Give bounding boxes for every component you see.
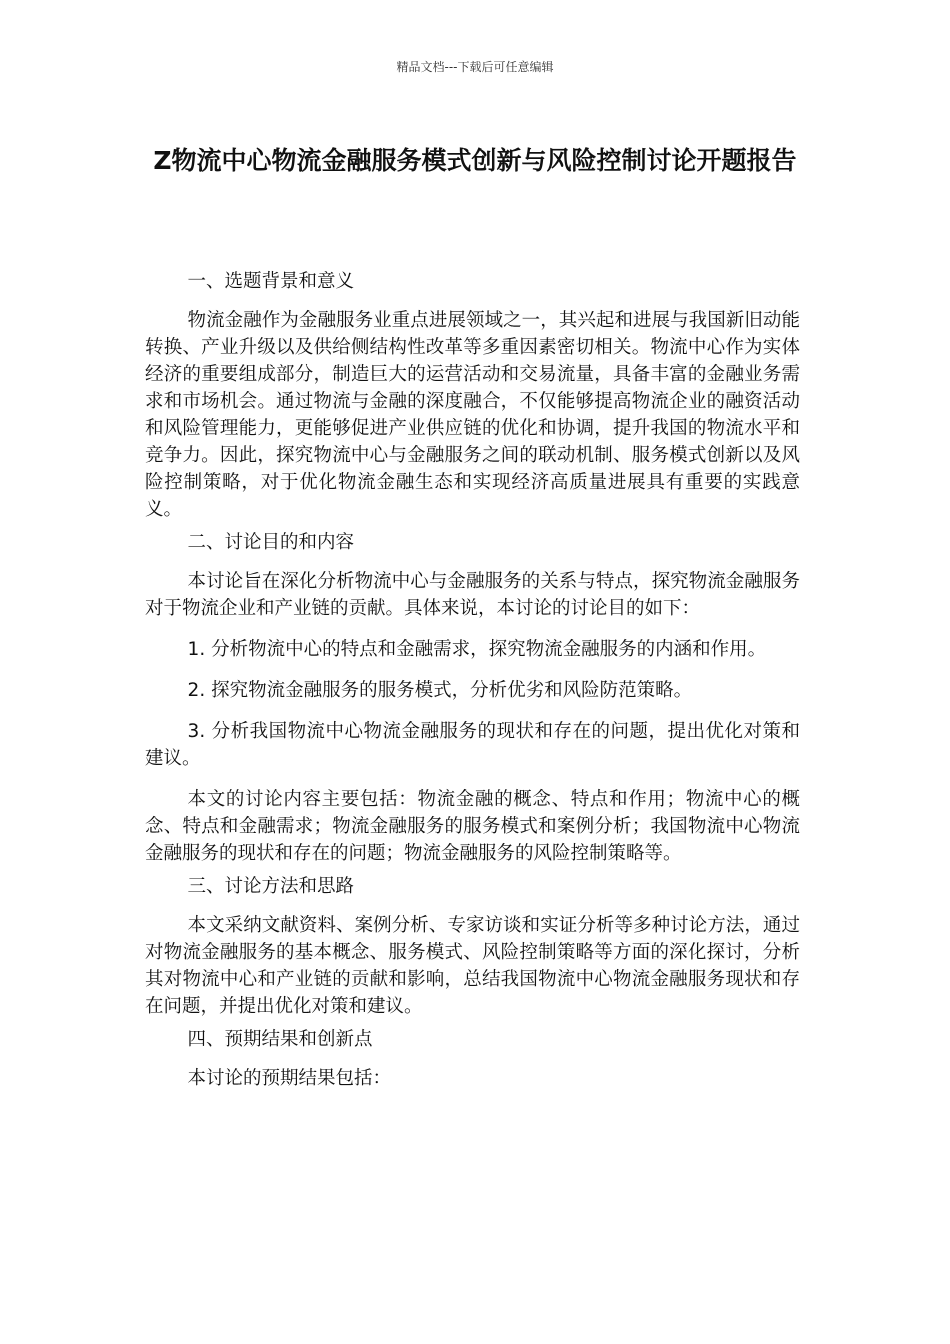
section-heading-objectives: 二、讨论目的和内容 <box>187 532 355 553</box>
document-body <box>145 268 800 1098</box>
paragraph-background: 物流金融作为金融服务业重点进展领域之一，其兴起和进展与我国新旧动能转换、产业升级以及供给侧结构性改革等多重因素密切相关。物流中心作为实体经济的重要组成部分，制造巨大的运营活动和交易流量，具备丰富的金融业务需求和市场机会。通过物流与金融的深度融合，不仅能够提高物流企业的融资活动和风险管理能力，更能够促进产业供应链的优化和协调，提升我国的物流水平和竞争力。因此，探究物流中心与金融服务之间的联动机制、服务模式创新以及风险控制策略，对于优化物流金融生态和实现经济高质量进展具有重要的实践意义。 <box>145 310 800 520</box>
paragraph-objectives-intro: 本讨论旨在深化分析物流中心与金融服务的关系与特点，探究物流金融服务对于物流企业和产业链的贡献。具体来说，本讨论的讨论目的如下： <box>145 571 800 619</box>
section-heading-methods: 三、讨论方法和思路 <box>187 876 355 897</box>
section-heading-background: 一、选题背景和意义 <box>187 271 355 292</box>
paragraph-methods: 本文采纳文献资料、案例分析、专家访谈和实证分析等多种讨论方法，通过对物流金融服务的基本概念、服务模式、风险控制策略等方面的深化探讨，分析其对物流中心和产业链的贡献和影响，总结我国物流中心物流金融服务现状和存在问题，并提出优化对策和建议。 <box>145 915 800 1017</box>
section-heading-expected-results: 四、预期结果和创新点 <box>187 1029 373 1050</box>
paragraph-expected-results: 本讨论的预期结果包括： <box>187 1068 392 1089</box>
header-note: 精品文档---下载后可任意编辑 <box>396 60 554 74</box>
list-item-objective-2: 2. 探究物流金融服务的服务模式，分析优劣和风险防范策略。 <box>187 680 693 701</box>
document-title: Z物流中心物流金融服务模式创新与风险控制讨论开题报告 <box>153 146 797 175</box>
list-item-objective-3: 3. 分析我国物流中心物流金融服务的现状和存在的问题，提出优化对策和建议。 <box>145 721 800 769</box>
paragraph-content-summary: 本文的讨论内容主要包括：物流金融的概念、特点和作用；物流中心的概念、特点和金融需求；物流金融服务的服务模式和案例分析；我国物流中心物流金融服务的现状和存在的问题；物流金融服务的风险控制策略等。 <box>145 789 800 864</box>
list-item-objective-1: 1. 分析物流中心的特点和金融需求，探究物流金融服务的内涵和作用。 <box>187 639 767 660</box>
